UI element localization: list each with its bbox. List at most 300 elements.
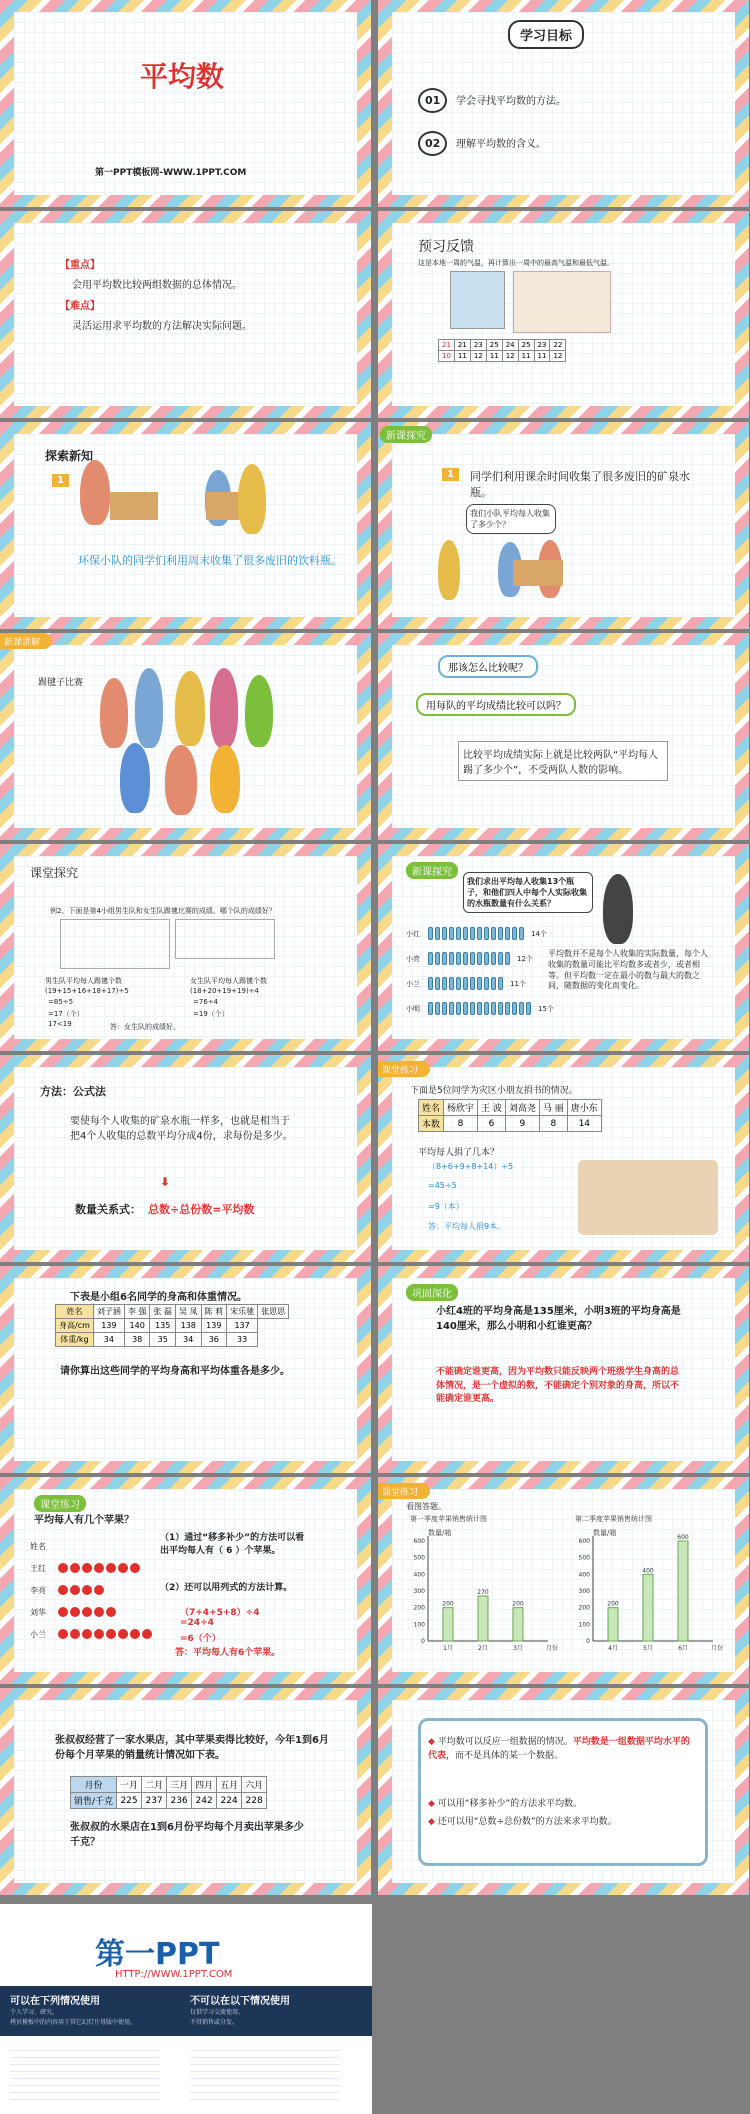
bottle-icon xyxy=(456,927,461,940)
bottle-icon xyxy=(456,1002,461,1015)
hw-weight-cell: 33 xyxy=(227,1333,258,1347)
girls-step-1: =76÷4 xyxy=(193,998,219,1006)
speech-bubble: 我们小队平均每人收集了多少个？ xyxy=(466,504,556,534)
example-answer: 答：女生队的成绩好。 xyxy=(110,1023,180,1031)
x-tick-label: 1月 xyxy=(443,1645,453,1652)
kid-figure-2 xyxy=(135,668,163,748)
bottle-icon xyxy=(505,1002,510,1015)
practice-tag: 课堂练习 xyxy=(378,1061,430,1077)
key-label: 【重点】 xyxy=(60,260,100,271)
practice-tag: 课堂练习 xyxy=(378,1483,430,1499)
bullet-icon: ◆ xyxy=(428,1737,435,1747)
bottle-icon xyxy=(435,952,440,965)
temp-high-cell: 24 xyxy=(502,340,518,351)
bottle-icon xyxy=(470,977,475,990)
chart-q2 xyxy=(563,1511,728,1661)
donation-table xyxy=(418,1099,602,1132)
bottle-icon xyxy=(442,952,447,965)
slide-explore[interactable] xyxy=(0,422,371,629)
apple-row-label: 李亮 xyxy=(30,1586,46,1595)
summary-point-1-text: 平均数可以反应一组数据的情况。 xyxy=(437,1737,573,1747)
difficulty-text: 灵活运用求平均数的方法解决实际问题。 xyxy=(72,321,252,332)
bottle-icon xyxy=(512,927,517,940)
speech-bubble: 我们求出平均每人收集13个瓶子，和他们四人中每个人实际收集的水瓶数量有什么关系？ xyxy=(463,872,593,913)
slide-class-explore[interactable] xyxy=(0,844,371,1051)
temp-low-cell: 11 xyxy=(518,351,534,362)
donation-value-cell: 8 xyxy=(539,1116,567,1132)
footer-url: HTTP://WWW.1PPT.COM xyxy=(115,1969,233,1980)
hw-question: 请你算出这些同学的平均身高和平均体重各是多少。 xyxy=(60,1366,290,1377)
kid-figure-4 xyxy=(210,668,238,748)
bottle-icon xyxy=(498,927,503,940)
bottle-icon xyxy=(470,1002,475,1015)
bottle-icon xyxy=(491,952,496,965)
bottle-icon xyxy=(428,1002,433,1015)
bottle-icon xyxy=(463,952,468,965)
lesson-tag: 新课讲解 xyxy=(0,633,52,649)
apple-icon xyxy=(82,1563,92,1573)
bar-value-label: 200 xyxy=(607,1600,619,1608)
bar xyxy=(443,1608,453,1641)
sales-value-cell: 224 xyxy=(217,1793,242,1809)
apple-icon xyxy=(130,1629,140,1639)
bottle-icon xyxy=(470,927,475,940)
apple-icon xyxy=(58,1629,68,1639)
donation-header-cell: 王 波 xyxy=(478,1100,506,1116)
y-tick-label: 100 xyxy=(413,1621,425,1629)
bottle-icon xyxy=(477,1002,482,1015)
bottle-icon xyxy=(505,952,510,965)
slide-method[interactable] xyxy=(0,1055,371,1262)
summary-point-2-text: 可以用“移多补少”的方法求平均数。 xyxy=(437,1799,583,1809)
temp-low-cell: 12 xyxy=(550,351,566,362)
temp-low-cell: 11 xyxy=(454,351,470,362)
goal-number-1: 01 xyxy=(418,88,447,113)
slide-sales-charts[interactable] xyxy=(378,1477,749,1684)
preview-desc: 这是本地一周的气温，再计算出一周中的最高气温和最低气温。 xyxy=(418,259,614,267)
temp-high-cell: 23 xyxy=(470,340,486,351)
sales-value-cell: 228 xyxy=(242,1793,267,1809)
boys-step-1: =85÷5 xyxy=(48,998,74,1006)
sales-month-cell: 一月 xyxy=(117,1777,142,1793)
hw-table xyxy=(55,1304,289,1347)
apple-icon xyxy=(58,1563,68,1573)
can-use-1: 个人学习、研究。 xyxy=(10,2009,59,2016)
formula-label: 数量关系式： xyxy=(75,1203,141,1216)
kid-figure-7 xyxy=(165,745,197,815)
kid-figure-8 xyxy=(210,745,240,813)
kid-figure-1 xyxy=(438,540,460,600)
apple-icon xyxy=(94,1629,104,1639)
hw-height-cell: 138 xyxy=(175,1319,201,1333)
hw-height-cell: 140 xyxy=(124,1319,150,1333)
average-explanation: 平均数并不是每个人收集的实际数量，每个人收集的数量可能比平均数多或者少，或者相等。但平均数一定在最小的数与最大的数之间，随数据的变化而变化。 xyxy=(548,949,708,991)
slide-kick-game[interactable] xyxy=(0,633,371,840)
bullet-icon: ◆ xyxy=(428,1799,435,1809)
key-text: 会用平均数比较两组数据的总体情况。 xyxy=(72,280,242,291)
bottle-icon xyxy=(428,977,433,990)
apple-icon xyxy=(130,1563,140,1573)
apple-icon xyxy=(82,1585,92,1595)
bottle-icon xyxy=(484,927,489,940)
formula: 总数÷总份数=平均数 xyxy=(148,1203,255,1216)
hw-name-cell: 刘子涵 xyxy=(93,1305,124,1319)
down-arrow-icon: ⬇ xyxy=(160,1175,171,1189)
sales-month-cell: 三月 xyxy=(167,1777,192,1793)
summary-point-3-text: 还可以用“总数÷总份数”的方法来求平均数。 xyxy=(437,1817,617,1827)
bottle-icon xyxy=(498,977,503,990)
hw-weight-cell: 34 xyxy=(93,1333,124,1347)
preview-title: 预习反馈 xyxy=(418,239,474,255)
apple-icon xyxy=(58,1607,68,1617)
kid-figure-3 xyxy=(175,671,205,746)
y-tick-label: 300 xyxy=(578,1588,590,1595)
bottle-row-count: 11个 xyxy=(510,980,526,988)
donation-intro: 下面是5位同学为灾区小朋友捐书的情况。 xyxy=(410,1086,578,1096)
difficulty-label: 【难点】 xyxy=(60,301,100,312)
donation-header-cell: 刘高尧 xyxy=(505,1100,539,1116)
practice-tag: 课堂练习 xyxy=(34,1495,86,1512)
hw-name-cell: 张思思 xyxy=(258,1305,289,1319)
x-axis-label: 月份 xyxy=(711,1645,724,1652)
slide-apples[interactable] xyxy=(0,1477,371,1684)
bar-value-label: 270 xyxy=(477,1589,489,1596)
bottle-icon xyxy=(449,952,454,965)
girls-label: 女生队平均每人踢毽个数 xyxy=(190,977,267,985)
consolidate-question: 小红4班的平均身高是135厘米，小明3班的平均身高是140厘米，那么小明和小红谁更高？ xyxy=(436,1306,681,1332)
slide-title[interactable] xyxy=(0,0,371,207)
slide-book-donation[interactable] xyxy=(378,1055,749,1262)
slide-average-meaning[interactable] xyxy=(378,844,749,1051)
summary-point-1-end: 而不是具体的某一个数据。 xyxy=(455,1750,564,1761)
hw-name-cell: 姓名 xyxy=(56,1305,94,1319)
bottle-icon xyxy=(484,952,489,965)
sales-month-cell: 五月 xyxy=(217,1777,242,1793)
bottle-box xyxy=(110,492,158,520)
hw-name-cell: 张 磊 xyxy=(150,1305,176,1319)
question-pill: 那该怎么比较呢？ xyxy=(438,655,538,678)
bar-value-label: 400 xyxy=(642,1567,654,1575)
bottle-icon xyxy=(442,1002,447,1015)
temp-high-cell: 21 xyxy=(439,340,455,351)
y-tick-label: 200 xyxy=(413,1604,425,1612)
bar-value-label: 600 xyxy=(677,1534,689,1541)
sales-month-cell: 二月 xyxy=(142,1777,167,1793)
score-table-boys xyxy=(60,919,170,969)
girl-figure xyxy=(80,460,110,525)
girls-step-2: =19（个） xyxy=(193,1010,229,1018)
bottle-icon xyxy=(526,1002,531,1015)
class-explore-title: 课堂探究 xyxy=(30,866,79,880)
slide-key-points[interactable] xyxy=(0,211,371,418)
bottle-icon xyxy=(428,952,433,965)
apples-calc-3: =6（个） xyxy=(180,1634,221,1644)
temp-high-cell: 23 xyxy=(534,340,550,351)
x-axis-label: 月份 xyxy=(546,1645,559,1652)
hw-name-cell: 宋乐驰 xyxy=(227,1305,258,1319)
y-axis-label: 数量/箱 xyxy=(593,1529,617,1537)
apple-row-label: 刘华 xyxy=(30,1608,46,1617)
temp-low-cell: 11 xyxy=(534,351,550,362)
donation-value-cell: 6 xyxy=(478,1116,506,1132)
apple-icon xyxy=(70,1563,80,1573)
bottle-row-label: 小兰 xyxy=(406,980,420,988)
boys-formula: (19+15+16+18+17)÷5 xyxy=(45,987,129,995)
explore-text: 环保小队的同学们利用周末收集了很多废旧的饮料瓶。 xyxy=(78,554,342,567)
apple-icon xyxy=(70,1585,80,1595)
method-label: 方法：公式法 xyxy=(40,1085,106,1098)
note-box: 比较平均成绩实际上就是比较两队“平均每人踢了多少个”，不受两队人数的影响。 xyxy=(458,741,668,781)
weather-list xyxy=(513,271,611,333)
hw-name-cell: 陈 莉 xyxy=(201,1305,227,1319)
donation-step-1: （8+6+9+8+14）÷5 xyxy=(428,1162,514,1171)
bottle-icon xyxy=(449,1002,454,1015)
apple-icon xyxy=(94,1607,104,1617)
hw-intro: 下表是小组6名同学的身高和体重情况。 xyxy=(70,1292,247,1303)
footer-panel xyxy=(0,1904,372,2114)
hw-height-cell: 身高/cm xyxy=(56,1319,94,1333)
bottle-icon xyxy=(428,927,433,940)
bar xyxy=(608,1608,618,1641)
slide-height-weight[interactable] xyxy=(0,1266,371,1473)
y-tick-label: 400 xyxy=(413,1571,425,1579)
consolidate-tag: 巩固深化 xyxy=(406,1284,458,1301)
x-tick-label: 2月 xyxy=(478,1645,488,1652)
hw-weight-cell: 35 xyxy=(150,1333,176,1347)
explore-title: 探索新知 xyxy=(45,449,94,463)
sales-value-cell: 242 xyxy=(192,1793,217,1809)
hw-height-cell: 139 xyxy=(93,1319,124,1333)
sales-table xyxy=(70,1776,267,1809)
shop-question: 张叔叔的水果店在1到6月份平均每个月卖出苹果多少千克？ xyxy=(70,1822,304,1848)
hw-weight-cell: 38 xyxy=(124,1333,150,1347)
boys-label: 男生队平均每人踢毽个数 xyxy=(45,977,122,985)
link-list-right[interactable] xyxy=(190,2044,340,2104)
bar-value-label: 200 xyxy=(442,1600,454,1608)
donation-header-cell: 杨欣宇 xyxy=(444,1100,478,1116)
game-subtitle: 踢毽子比赛 xyxy=(38,678,84,688)
y-tick-label: 600 xyxy=(413,1538,425,1545)
bar xyxy=(513,1608,523,1641)
x-tick-label: 5月 xyxy=(643,1645,653,1652)
apple-icon xyxy=(106,1563,116,1573)
footer-logo: 第一PPT xyxy=(95,1937,220,1972)
y-tick-label: 0 xyxy=(421,1638,425,1645)
apple-icon xyxy=(94,1585,104,1595)
chart-q1 xyxy=(398,1511,563,1661)
chart-title: 第一季度苹果销售统计图 xyxy=(410,1515,487,1523)
title: 平均数 xyxy=(140,60,225,93)
goal-number-2: 02 xyxy=(418,131,447,156)
temp-high-cell: 25 xyxy=(518,340,534,351)
bottle-icon xyxy=(519,1002,524,1015)
sales-value-cell: 236 xyxy=(167,1793,192,1809)
kid-figure-5 xyxy=(245,675,273,747)
hw-height-cell: 135 xyxy=(150,1319,176,1333)
cannot-use-1: 仅供学习交流使用。 xyxy=(190,2009,245,2016)
bottle-icon xyxy=(435,927,440,940)
donation-header-cell: 唐小东 xyxy=(567,1100,601,1116)
new-lesson-tag: 新课探究 xyxy=(406,862,458,879)
apple-icon xyxy=(82,1607,92,1617)
bottle-row-label: 小亮 xyxy=(406,955,420,963)
temp-low-cell: 12 xyxy=(502,351,518,362)
apple-icon xyxy=(106,1629,116,1639)
x-tick-label: 4月 xyxy=(608,1645,618,1652)
summary-point-2 xyxy=(428,1796,582,1809)
bottle-icon xyxy=(484,977,489,990)
apple-icon xyxy=(106,1607,116,1617)
slide-goals[interactable] xyxy=(378,0,749,207)
apple-icon xyxy=(58,1585,68,1595)
compare-result: 17<19 xyxy=(48,1020,72,1028)
bar-value-label: 200 xyxy=(512,1600,524,1608)
lesson-text: 同学们利用课余时间收集了很多废旧的矿泉水瓶。 xyxy=(470,470,690,499)
donation-value-cell: 本数 xyxy=(419,1116,444,1132)
bottle-row-count: 15个 xyxy=(538,1005,554,1013)
summary-point-3 xyxy=(428,1816,698,1830)
site-text: 第一PPT模板网-WWW.1PPT.COM xyxy=(95,168,247,178)
temp-low-cell: 11 xyxy=(486,351,502,362)
bottle-row-count: 14个 xyxy=(531,930,547,938)
apple-icon xyxy=(70,1607,80,1617)
donation-answer: 答：平均每人捐9本。 xyxy=(428,1222,506,1231)
donation-header-cell: 姓名 xyxy=(419,1100,444,1116)
y-tick-label: 400 xyxy=(578,1571,590,1579)
bottle-icon xyxy=(484,1002,489,1015)
bottle-icon xyxy=(512,1002,517,1015)
bottle-icon xyxy=(491,977,496,990)
answer-pill: 用每队的平均成绩比较可以吗？ xyxy=(416,693,576,716)
sales-month-cell: 六月 xyxy=(242,1777,267,1793)
bottle-icon xyxy=(505,927,510,940)
donation-header-cell: 马 丽 xyxy=(539,1100,567,1116)
donation-value-cell: 8 xyxy=(444,1116,478,1132)
cannot-use-2: 不得销售或分发。 xyxy=(190,2019,239,2026)
bottle-icon xyxy=(498,1002,503,1015)
sales-value-cell: 销售/千克 xyxy=(71,1793,117,1809)
donation-value-cell: 14 xyxy=(567,1116,601,1132)
charts-intro: 看图答题。 xyxy=(406,1502,446,1511)
apple-icon xyxy=(94,1563,104,1573)
can-use-2: 拷贝模板中的内容用于其它幻灯片母版中使用。 xyxy=(10,2019,137,2026)
bottle-icon xyxy=(498,952,503,965)
donation-value-cell: 9 xyxy=(505,1116,539,1132)
donation-question: 平均每人捐了几本？ xyxy=(418,1148,500,1158)
apples-calc-1: （7+4+5+8）÷4 xyxy=(180,1608,260,1618)
cannot-use-heading: 不可以在以下情况使用 xyxy=(190,1996,290,2007)
sales-month-cell: 月份 xyxy=(71,1777,117,1793)
y-tick-label: 100 xyxy=(578,1621,590,1629)
bottle-row-label: 小红 xyxy=(406,930,420,938)
bottle-icon xyxy=(456,977,461,990)
hw-name-cell: 吴 凤 xyxy=(175,1305,201,1319)
score-table-girls xyxy=(175,919,275,959)
bottle-icon xyxy=(491,927,496,940)
kid-figure-6 xyxy=(120,743,150,813)
apples-question: 平均每人有几个苹果？ xyxy=(34,1515,134,1526)
donation-step-3: =9（本） xyxy=(428,1202,464,1211)
temp-high-cell: 22 xyxy=(550,340,566,351)
goal-text-2: 理解平均数的含义。 xyxy=(456,139,546,150)
slide-summary[interactable] xyxy=(378,1688,749,1895)
y-tick-label: 200 xyxy=(578,1604,590,1612)
shop-intro: 张叔叔经营了一家水果店，其中苹果卖得比较好，今年1到6月份每个月苹果的销量统计情况如下表。 xyxy=(55,1735,329,1761)
bar xyxy=(478,1596,488,1641)
weather-tv-image xyxy=(450,271,505,329)
consolidate-answer: 不能确定谁更高，因为平均数只能反映两个班级学生身高的总体情况，是一个虚拟的数，不能确定个别对象的身高，所以不能确定谁更高。 xyxy=(436,1367,680,1404)
hw-weight-cell: 34 xyxy=(175,1333,201,1347)
apples-part-2: （2）还可以用列式的方法计算。 xyxy=(160,1583,293,1593)
bottle-icon xyxy=(477,952,482,965)
bottle-icon xyxy=(456,952,461,965)
y-tick-label: 500 xyxy=(413,1554,425,1562)
students-reading-image xyxy=(578,1160,718,1235)
x-tick-label: 6月 xyxy=(678,1645,688,1652)
new-lesson-tag: 新课探究 xyxy=(380,426,432,443)
donation-step-2: =45÷5 xyxy=(428,1181,457,1190)
hw-weight-cell: 体重/kg xyxy=(56,1333,94,1347)
slide-compare[interactable] xyxy=(378,633,749,840)
bar xyxy=(678,1541,688,1641)
bottle-icon xyxy=(477,977,482,990)
slide-fruit-shop[interactable] xyxy=(0,1688,371,1895)
y-tick-label: 600 xyxy=(578,1538,590,1545)
bottle-icon xyxy=(491,1002,496,1015)
hw-height-cell: 137 xyxy=(227,1319,258,1333)
method-body: 要使每个人收集的矿泉水瓶一样多，也就是相当于把4个人收集的总数平均分成4份，求每份是多少。 xyxy=(70,1116,293,1142)
apple-row-label: 王红 xyxy=(30,1564,46,1573)
bottle-row-label: 小明 xyxy=(406,1005,420,1013)
kid-figure-2 xyxy=(238,464,266,534)
apples-answer: 答：平均每人有6个苹果。 xyxy=(175,1648,281,1658)
bottle-icon xyxy=(449,927,454,940)
sales-value-cell: 237 xyxy=(142,1793,167,1809)
bottle-icon xyxy=(442,977,447,990)
example-number: 1 xyxy=(52,474,69,487)
sales-month-cell: 四月 xyxy=(192,1777,217,1793)
girls-formula: (18+20+19+19)÷4 xyxy=(190,987,260,995)
bottle-icon xyxy=(470,952,475,965)
slide-new-lesson[interactable] xyxy=(378,422,749,629)
bottle-icon xyxy=(463,927,468,940)
link-list-left[interactable] xyxy=(10,2044,160,2104)
hw-height-cell: 139 xyxy=(201,1319,227,1333)
apples-part-1: （1）通过“移多补少”的方法可以看出平均每人有（ 6 ）个苹果。 xyxy=(160,1533,305,1557)
apple-icon xyxy=(118,1563,128,1573)
bottle-icon xyxy=(463,977,468,990)
goal-text-1: 学会寻找平均数的方法。 xyxy=(456,96,566,107)
y-tick-label: 500 xyxy=(578,1554,590,1562)
goals-badge: 学习目标 xyxy=(508,20,584,49)
slide-consolidate[interactable] xyxy=(378,1266,749,1473)
bullet-icon: ◆ xyxy=(428,1817,435,1827)
bottle-icon xyxy=(477,927,482,940)
bottle-icon xyxy=(435,1002,440,1015)
summary-point-1-highlight: 平均数是一组数据平均水平的代表， xyxy=(428,1737,690,1761)
temp-high-cell: 21 xyxy=(454,340,470,351)
apple-icon xyxy=(118,1629,128,1639)
bottle-icon xyxy=(519,927,524,940)
bottle-box xyxy=(513,560,563,586)
bottle-icon xyxy=(449,977,454,990)
slide-preview[interactable] xyxy=(378,211,749,418)
apple-row-label: 小兰 xyxy=(30,1630,46,1639)
apples-calc-2: =24÷4 xyxy=(180,1618,214,1628)
apple-icon xyxy=(82,1629,92,1639)
y-tick-label: 300 xyxy=(413,1588,425,1595)
can-use-heading: 可以在下列情况使用 xyxy=(10,1996,100,2007)
